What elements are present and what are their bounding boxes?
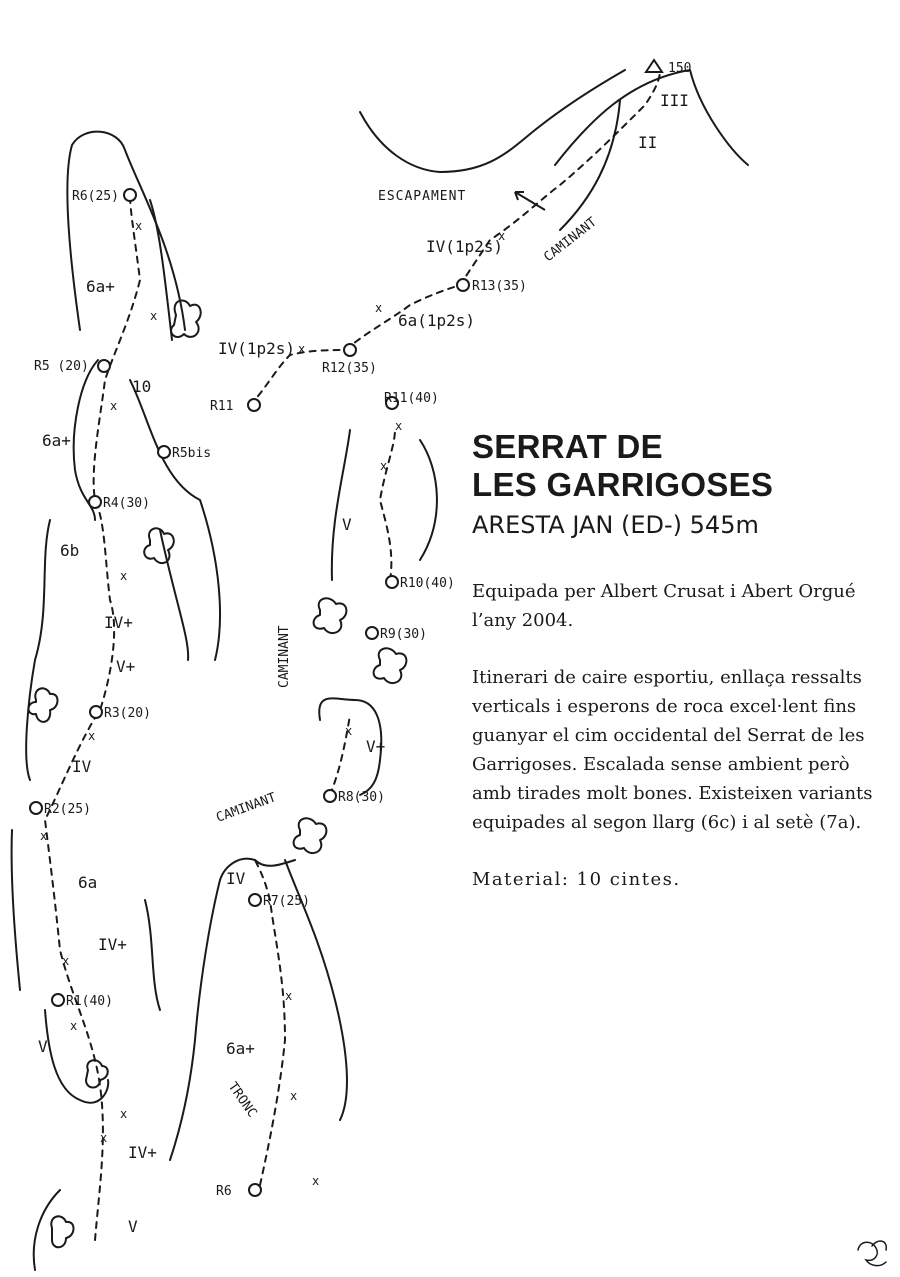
belay-marker — [386, 576, 398, 588]
belay-label-r10: R10(40) — [400, 576, 455, 591]
grade-label: III — [660, 91, 689, 110]
rock-outline — [130, 380, 220, 660]
bolt-mark: x — [298, 342, 306, 356]
bolt-mark: x — [62, 954, 70, 968]
grade-label: IV(1p2s) — [426, 237, 504, 256]
title-line-1: SERRAT DE — [472, 428, 663, 465]
title-line-2: LES GARRIGOSES — [472, 466, 774, 503]
grade-label: V — [128, 1217, 138, 1236]
route-line — [380, 430, 395, 580]
bolt-mark: x — [380, 459, 388, 473]
rock-outline — [12, 830, 20, 990]
material-paragraph: Material: 10 cintes. — [472, 869, 681, 890]
grade-label: IV+ — [104, 613, 133, 632]
bush — [171, 300, 201, 336]
grade-label: 6a+ — [226, 1039, 255, 1058]
grade-label: 6b — [60, 541, 80, 560]
rock-outline — [332, 430, 350, 580]
grade-label: 6a — [78, 873, 98, 892]
bush — [51, 1216, 73, 1247]
grade-label: V — [342, 515, 352, 534]
equipped-paragraph: Equipada per Albert Crusat i Abert Orgué l’any 2004. — [472, 581, 856, 631]
bush — [374, 648, 407, 683]
bolt-mark: x — [345, 724, 353, 738]
caminant-low-label: CAMINANT — [214, 790, 279, 826]
belay-label-r3: R3(20) — [104, 706, 151, 721]
belay-label-r2: R2(25) — [44, 802, 91, 817]
grade-label: IV(1p2s) — [218, 339, 296, 358]
bush — [144, 528, 174, 563]
belay-label-r6-left: R6(25) — [72, 189, 119, 204]
belay-marker — [158, 446, 170, 458]
belay-marker — [89, 496, 101, 508]
grade-label: IV — [72, 757, 92, 776]
belay-marker — [30, 802, 42, 814]
belay-marker — [52, 994, 64, 1006]
bush — [314, 598, 347, 633]
grade-label: 6a+ — [86, 277, 115, 296]
route-subtitle: ARESTA JAN (ED-) 545m — [472, 511, 759, 539]
grade-label: IV+ — [128, 1143, 157, 1162]
belay-label-r12: R12(35) — [322, 361, 377, 376]
bolt-mark: x — [135, 219, 143, 233]
tronc-label: TRONC — [224, 1079, 260, 1121]
ridge-outline — [560, 100, 620, 230]
escape-label: ESCAPAMENT — [378, 189, 467, 204]
bolt-mark: x — [290, 1089, 298, 1103]
belay-label-r5bis: R5bis — [172, 446, 212, 461]
grade-label: 6a(1p2s) — [398, 311, 476, 330]
belay-marker — [90, 706, 102, 718]
grade-label: V+ — [366, 737, 386, 756]
bolt-mark: x — [150, 309, 158, 323]
bush — [294, 818, 327, 853]
rock-outline — [34, 1190, 60, 1270]
belay-marker — [457, 279, 469, 291]
belay-label-r8: R8(30) — [338, 790, 385, 805]
belay-label-r6-bottom: R6 — [216, 1184, 232, 1199]
page-title — [472, 428, 882, 504]
bolt-mark: x — [498, 229, 506, 243]
belay-label-r9: R9(30) — [380, 627, 427, 642]
belay-marker — [249, 894, 261, 906]
belay-label-r5: R5 (20) — [34, 359, 89, 374]
bolt-mark: x — [70, 1019, 78, 1033]
grade-label: V — [38, 1037, 48, 1056]
belay-marker — [344, 344, 356, 356]
belay-marker — [324, 790, 336, 802]
grade-label: 10 — [132, 377, 152, 396]
bush — [29, 688, 58, 722]
rock-outline — [145, 900, 160, 1010]
route-info-panel — [472, 428, 882, 894]
summit-label: 150 — [668, 61, 692, 76]
bolt-mark: x — [375, 301, 383, 315]
bolt-mark: x — [395, 419, 403, 433]
caminant-top-label: CAMINANT — [541, 214, 600, 266]
belay-label-r4: R4(30) — [103, 496, 150, 511]
bolt-mark: x — [312, 1174, 320, 1188]
bolt-mark: x — [40, 829, 48, 843]
grade-label: IV — [226, 869, 246, 888]
grade-label: IV+ — [98, 935, 127, 954]
belay-marker — [366, 627, 378, 639]
escape-arrow-icon — [515, 192, 545, 210]
logo-icon — [858, 1241, 886, 1266]
rock-outline — [160, 530, 188, 660]
bolt-mark: x — [110, 399, 118, 413]
belay-label-r1: R1(40) — [66, 994, 113, 1009]
bolt-mark: x — [88, 729, 96, 743]
rock-outline — [26, 520, 50, 780]
rock-outline — [170, 880, 220, 1160]
bolt-mark: x — [120, 569, 128, 583]
bush — [86, 1060, 108, 1087]
summit-icon — [646, 60, 662, 72]
belay-marker — [248, 399, 260, 411]
bolt-mark: x — [120, 1107, 128, 1121]
belay-label-r11-left: R11 — [210, 399, 234, 414]
belay-marker — [124, 189, 136, 201]
belay-label-r13: R13(35) — [472, 279, 527, 294]
belay-label-r11: R11(40) — [384, 391, 439, 406]
bolt-mark: x — [285, 989, 293, 1003]
belay-marker — [249, 1184, 261, 1196]
ridge-outline — [360, 70, 625, 172]
caminant-mid-label: CAMINANT — [277, 625, 292, 688]
grade-label: V+ — [116, 657, 136, 676]
rock-outline — [420, 440, 437, 560]
bolt-mark: x — [100, 1131, 108, 1145]
itinerary-paragraph: Itinerari de caire esportiu, enllaça ressalts verticals i esperons de roca excel·lent fins guanyar el cim occidental del Serrat de les Garrigoses. Escalada sense ambient però amb tirades molt bones. Existeixen variants equipades al segon llarg (6c) i al setè (7a). — [472, 667, 873, 833]
belay-marker — [98, 360, 110, 372]
grade-label: II — [638, 133, 658, 152]
grade-label: 6a+ — [42, 431, 71, 450]
belay-label-r7: R7(25) — [263, 894, 310, 909]
